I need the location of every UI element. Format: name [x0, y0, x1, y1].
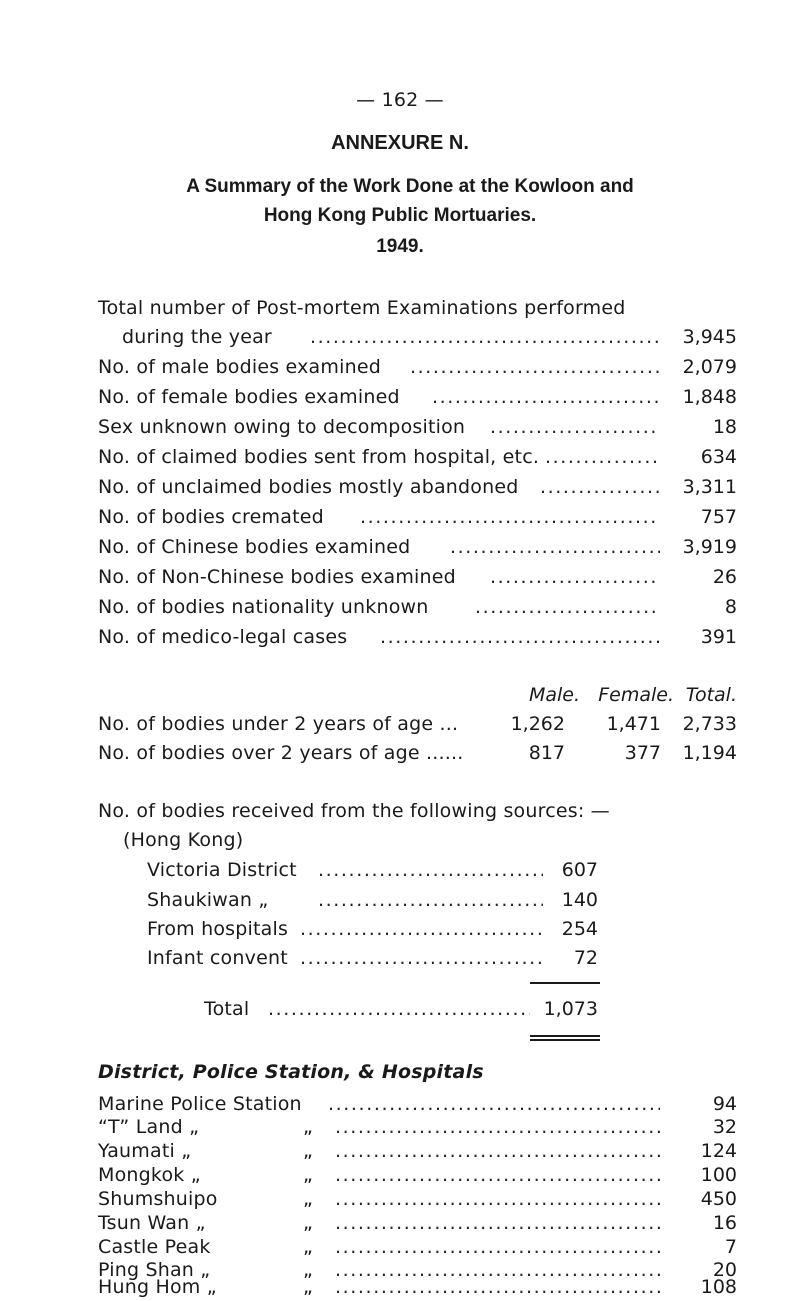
summary-label: during the year [122, 326, 272, 348]
district-value: 450 [700, 1188, 737, 1210]
leader-dots [475, 595, 660, 619]
age-row-label: No. of bodies over 2 years of age ...... [98, 742, 464, 764]
age-total-value: 1,194 [682, 742, 737, 764]
leader-dots [335, 1115, 660, 1139]
district-name: Ping Shan „ [98, 1259, 211, 1281]
district-name: Yaumati „ [98, 1140, 192, 1162]
source-value: 72 [573, 947, 598, 969]
district-name: Hung Hom „ [98, 1276, 217, 1298]
district-value: 16 [712, 1212, 737, 1234]
age-male-value: 1,262 [510, 713, 565, 735]
district-value: 94 [712, 1093, 737, 1115]
district-ditto: „ [303, 1236, 314, 1258]
age-female-value: 1,471 [606, 713, 661, 735]
age-row-label: No. of bodies under 2 years of age ... [98, 713, 459, 735]
summary-label: No. of claimed bodies sent from hospital, etc. [98, 446, 540, 468]
subtitle-line-1: A Summary of the Work Done at the Kowloon and [186, 176, 634, 197]
summary-value: 3,945 [682, 326, 737, 348]
summary-label: Sex unknown owing to decomposition [98, 416, 466, 438]
total-double-rule-top [530, 1035, 600, 1037]
district-name: Castle Peak [98, 1236, 211, 1258]
leader-dots [335, 1235, 660, 1259]
leader-dots [335, 1163, 660, 1187]
district-name: Shumshuipo [98, 1188, 218, 1210]
leader-dots [335, 1211, 660, 1235]
district-name: Mongkok „ [98, 1164, 201, 1186]
leader-dots [310, 325, 660, 349]
summary-label: No. of unclaimed bodies mostly abandoned [98, 476, 519, 498]
summary-label: No. of bodies cremated [98, 506, 324, 528]
leader-dots [540, 475, 660, 499]
source-total-value: 1,073 [543, 998, 598, 1020]
leader-dots [490, 415, 660, 439]
district-value: 7 [724, 1236, 737, 1258]
leader-dots [335, 1275, 660, 1299]
district-heading: District, Police Station, & Hospitals [98, 1061, 484, 1083]
summary-label: No. of Non-Chinese bodies examined [98, 566, 456, 588]
summary-value: 18 [712, 416, 737, 438]
leader-dots [432, 385, 660, 409]
district-value: 108 [700, 1276, 737, 1298]
summary-value: 2,079 [682, 356, 737, 378]
summary-label: No. of bodies nationality unknown [98, 596, 429, 618]
summary-label: No. of medico-legal cases [98, 626, 348, 648]
district-ditto: „ [303, 1276, 314, 1298]
source-label: Victoria District [147, 859, 297, 881]
leader-dots [335, 1139, 660, 1163]
total-double-rule-bottom [530, 1039, 600, 1041]
total-rule [530, 982, 600, 984]
district-value: 100 [700, 1164, 737, 1186]
district-ditto: „ [303, 1116, 314, 1138]
leader-dots [380, 625, 660, 649]
district-ditto: „ [303, 1188, 314, 1210]
summary-intro: Total number of Post-mortem Examinations performed [98, 297, 626, 319]
source-label: Shaukiwan „ [147, 889, 269, 911]
leader-dots [490, 565, 660, 589]
source-value: 607 [561, 859, 598, 881]
district-value: 20 [712, 1259, 737, 1281]
column-header-male: Male. [528, 684, 580, 706]
year: 1949. [376, 236, 424, 257]
district-ditto: „ [303, 1140, 314, 1162]
summary-value: 757 [700, 506, 737, 528]
summary-value: 1,848 [682, 386, 737, 408]
district-ditto: „ [303, 1212, 314, 1234]
leader-dots [360, 505, 660, 529]
district-name: Marine Police Station [98, 1093, 302, 1115]
age-male-value: 817 [528, 742, 565, 764]
sources-region: (Hong Kong) [123, 829, 244, 851]
summary-value: 3,919 [682, 536, 737, 558]
summary-value: 391 [700, 626, 737, 648]
leader-dots [335, 1187, 660, 1211]
leader-dots [300, 946, 543, 970]
column-header-total: Total. [685, 684, 737, 706]
summary-value: 634 [700, 446, 737, 468]
summary-value: 8 [724, 596, 737, 618]
age-female-value: 377 [624, 742, 661, 764]
annex-title: ANNEXURE N. [331, 132, 469, 154]
source-value: 140 [561, 889, 598, 911]
district-value: 124 [700, 1140, 737, 1162]
leader-dots [328, 1092, 660, 1116]
district-name: Tsun Wan „ [98, 1212, 206, 1234]
leader-dots [450, 535, 660, 559]
summary-value: 26 [712, 566, 737, 588]
source-value: 254 [561, 918, 598, 940]
district-ditto: „ [303, 1164, 314, 1186]
summary-label: No. of female bodies examined [98, 386, 400, 408]
district-name: “T” Land „ [98, 1116, 200, 1138]
summary-label: No. of male bodies examined [98, 356, 381, 378]
column-header-female: Female. [598, 684, 674, 706]
source-label: From hospitals [147, 918, 289, 940]
age-total-value: 2,733 [682, 713, 737, 735]
source-total-label: Total [204, 998, 250, 1020]
summary-value: 3,311 [682, 476, 737, 498]
leader-dots [318, 888, 543, 912]
source-label: Infant convent [147, 947, 288, 969]
sources-intro: No. of bodies received from the following sources: — [98, 800, 610, 822]
leader-dots [318, 858, 543, 882]
subtitle-line-2: Hong Kong Public Mortuaries. [263, 205, 537, 226]
leader-dots [268, 997, 530, 1021]
page-number: — 162 — [356, 89, 444, 111]
summary-label: No. of Chinese bodies examined [98, 536, 411, 558]
leader-dots [410, 355, 660, 379]
leader-dots [300, 917, 543, 941]
leader-dots [545, 445, 660, 469]
district-value: 32 [712, 1116, 737, 1138]
district-ditto: „ [303, 1259, 314, 1281]
